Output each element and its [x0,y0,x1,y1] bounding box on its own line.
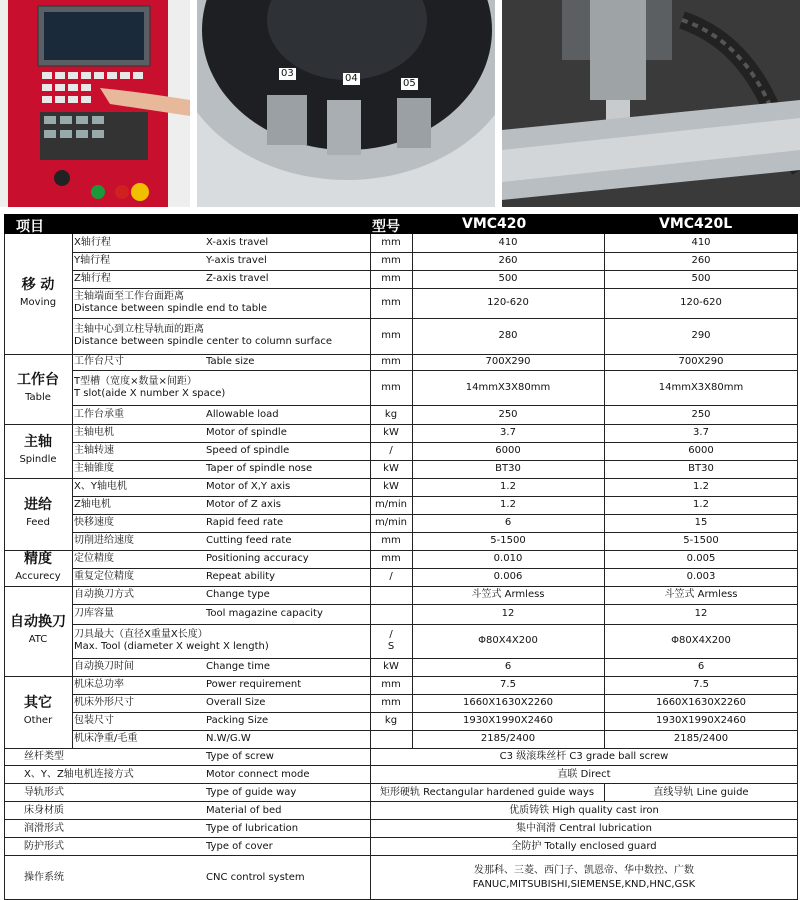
spec-value-shared: C3 级滚珠丝杆 C3 grade ball screw [499,751,669,762]
spec-label-cn: Z轴电机 [74,499,111,510]
spec-label-cn: X轴行程 [74,237,111,248]
spec-label-en: Type of lubrication [206,823,299,834]
spec-label-en: Tool magazine capacity [206,608,323,619]
spec-unit: mm [381,381,401,393]
column-divider [72,234,73,748]
spec-label-cn: 润滑形式 [24,823,64,834]
group-title-en: Moving [19,297,57,308]
spec-label-en: Change time [206,661,271,672]
spec-unit: mm [381,535,401,546]
spec-value-vmc420: 1930X1990X2460 [462,715,554,726]
spec-unit: mm [381,330,401,341]
spec-unit: S [387,641,395,652]
spec-label-cn: 切削进给速度 [74,535,134,546]
spec-value-vmc420l: 410 [691,237,711,248]
spec-label-cn: 丝杆类型 [24,751,64,762]
row-divider [72,624,798,625]
row-divider [72,712,798,713]
spec-table [4,214,798,900]
spec-value-vmc420l: 7.5 [693,679,709,690]
spec-value-vmc420: 5-1500 [490,535,526,546]
row-divider [72,748,798,749]
row-divider [4,837,798,838]
spec-unit: mm [381,297,401,308]
spec-value-vmc420: 14mmX3X80mm [465,381,551,393]
row-divider [72,252,798,253]
spec-label-en: Type of guide way [206,787,297,798]
spec-value-vmc420l: 5-1500 [683,535,719,546]
row-divider [72,532,798,533]
spec-label-en: Overall Size [206,697,266,708]
spec-value-vmc420l: 1930X1990X2460 [655,715,747,726]
header-item: 项目 [16,219,44,235]
spec-label-en: Repeat ability [206,571,276,582]
column-divider [797,234,798,900]
spec-value-shared: 集中润滑 Central lubrication [516,823,652,834]
spec-value-vmc420: 500 [498,273,518,284]
group-title-en: Other [23,715,53,726]
group-title-en: Table [25,392,51,403]
header-model-1: VMC420 [462,216,527,232]
spec-label-cn: 主轴锥度 [74,463,114,474]
tool-number-label: 05 [403,78,416,89]
row-divider [72,586,798,587]
spec-value-shared: 全防护 Totally enclosed guard [511,841,657,852]
row-divider [4,801,798,802]
spec-label-en: CNC control system [206,872,305,883]
spec-label-cn: T型槽（宽度×数量×间距） [74,375,197,387]
group-title-en: Feed [26,517,50,528]
spec-value-vmc420: 700X290 [485,356,531,367]
row-divider [72,658,798,659]
row-divider [72,288,798,289]
column-divider [4,234,5,900]
spec-value-vmc420: 0.006 [493,571,523,582]
spec-label-en: Motor of spindle [206,427,287,438]
spec-label-cn: 导轨形式 [24,787,64,798]
spec-unit: / [389,629,393,640]
row-divider [72,694,798,695]
group-title-cn: 自动换刀 [10,614,66,630]
row-divider [4,819,798,820]
row-divider [72,604,798,605]
group-title-cn: 精度 [24,551,52,567]
spec-label-cn: 操作系统 [24,872,64,883]
group-title-cn: 进给 [24,497,52,513]
spec-label-en: Packing Size [206,715,269,726]
spec-value-vmc420l: 700X290 [678,356,724,367]
row-divider [72,405,798,406]
spec-value-vmc420: 250 [498,408,518,420]
row-divider [72,270,798,271]
spec-value-vmc420l: 12 [694,608,708,619]
spec-value-vmc420l: 290 [691,330,711,341]
spec-value-vmc420: 2185/2400 [480,733,536,744]
spec-label-en: Power requirement [206,679,302,690]
group-title-cn: 主轴 [24,434,52,450]
spec-label-en: Motor connect mode [206,769,310,780]
spec-label-en: N.W/G.W [206,733,251,744]
group-title-en: Accurecy [15,571,61,582]
spec-label-en: Change type [206,589,270,600]
spec-value-vmc420l: 120-620 [680,297,722,308]
spec-label-en: T slot(aide X number X space) [74,387,226,399]
spec-value-vmc420: 260 [498,255,518,266]
spec-value-vmc420l: 斗笠式 Armless [664,589,738,600]
spec-value-vmc420l: 14mmX3X80mm [658,381,744,393]
spec-value-vmc420: BT30 [495,463,521,474]
spec-unit: mm [381,679,401,690]
spec-label-cn: 刀具最大（直径X重量X长度） [74,629,208,640]
spec-unit: kW [383,481,399,492]
spec-label-cn: 重复定位精度 [74,571,134,582]
spec-label-en: Motor of Z axis [206,499,281,510]
spec-value-vmc420: 矩形硬轨 Rectangular hardened guide ways [379,787,595,798]
spec-value-vmc420: Φ80X4X200 [478,635,538,646]
row-divider [4,783,798,784]
spec-label-cn: 机床外形尺寸 [74,697,134,708]
spec-value-vmc420: 6 [504,517,512,528]
spec-value-vmc420l: 15 [694,517,708,528]
spec-value-vmc420l: 6000 [688,445,714,456]
row-divider [72,318,798,319]
row-divider [72,354,798,355]
spec-unit: / [389,571,393,582]
spec-unit: kg [384,408,398,420]
spec-label-cn: 主轴端面至工作台面距离 [74,291,184,302]
row-divider [72,478,798,479]
row-divider [72,730,798,731]
spec-value-vmc420: 1.2 [500,481,516,492]
spec-value-vmc420l: 6 [697,661,705,672]
spec-label-cn: 刀库容量 [74,608,114,619]
spec-value-vmc420: 6000 [495,445,521,456]
tool-magazine-photo [197,0,495,207]
spec-value-vmc420: 120-620 [487,297,529,308]
spec-label-en: Positioning accuracy [206,553,309,564]
spec-label-en: Material of bed [206,805,282,816]
row-divider [72,442,798,443]
spec-unit: mm [381,697,401,708]
spec-label-en: Cutting feed rate [206,535,292,546]
row-divider [72,460,798,461]
column-divider [604,234,605,748]
spec-unit: mm [381,237,401,248]
spec-value-vmc420l: 260 [691,255,711,266]
spec-label-en: Type of cover [206,841,273,852]
spec-value-vmc420l: 1.2 [693,499,709,510]
row-divider [72,550,798,551]
row-divider [72,676,798,677]
spec-value-vmc420l: 3.7 [693,427,709,438]
spec-value-vmc420: 1660X1630X2260 [462,697,554,708]
spec-value-vmc420: 12 [501,608,515,619]
column-divider [604,784,605,802]
spec-label-cn: 机床总功率 [74,679,124,690]
spec-value-vmc420l: 500 [691,273,711,284]
spec-unit: kW [383,427,399,438]
spec-value-shared: 发那科、三菱、西门子、凯恩帝、华中数控、广数 [474,865,694,876]
spec-unit: mm [381,553,401,564]
spec-unit: mm [381,356,401,367]
tool-number-label: 03 [281,68,294,79]
spec-value-vmc420l: 1.2 [693,481,709,492]
spec-value-shared: 直联 Direct [557,769,611,780]
spec-value-vmc420l: BT30 [688,463,714,474]
group-title-cn: 工作台 [17,372,59,388]
spec-value-vmc420l: Φ80X4X200 [671,635,731,646]
spec-label-cn: 机床净重/毛重 [74,733,138,744]
table-header [4,214,798,234]
row-divider [72,424,798,425]
row-divider [72,496,798,497]
spec-value-vmc420l: 2185/2400 [673,733,729,744]
spec-label-cn: 防护形式 [24,841,64,852]
spec-label-en: Z-axis travel [206,273,269,284]
spec-label-cn: X、Y、Z轴电机连接方式 [24,769,134,780]
header-model: 型号 [372,219,400,235]
spec-label-en: Distance between spindle end to table [74,303,268,314]
spec-value-vmc420: 6 [504,661,512,672]
spec-value-vmc420: 0.010 [493,553,523,564]
spec-label-cn: 工作台尺寸 [74,356,124,367]
column-divider [370,234,371,900]
spec-unit: / [389,445,393,456]
spec-value-vmc420: 410 [498,237,518,248]
spec-value-vmc420: 280 [498,330,518,341]
spec-label-en: X-axis travel [206,237,269,248]
spec-label-cn: 主轴电机 [74,427,114,438]
spec-unit: kg [384,715,398,726]
spec-label-en: Table size [206,356,255,367]
group-title-en: ATC [28,634,48,645]
tool-number-label: 04 [345,73,358,84]
row-divider [4,855,798,856]
spec-label-cn: 快移速度 [74,517,114,528]
spec-unit: mm [381,255,401,266]
row-divider [72,514,798,515]
spec-value-vmc420: 1.2 [500,499,516,510]
group-title-cn: 移 动 [21,277,55,293]
spec-value-vmc420: 7.5 [500,679,516,690]
row-divider [72,370,798,371]
spec-label-cn: 主轴转速 [74,445,114,456]
spec-label-en: Taper of spindle nose [206,463,313,474]
spec-value-shared: 优质铸铁 High quality cast iron [509,805,659,816]
spec-value-vmc420: 3.7 [500,427,516,438]
spec-value-vmc420l: 0.005 [686,553,716,564]
spec-value-shared: FANUC,MITSUBISHI,SIEMENSE,KND,HNC,GSK [472,879,696,890]
spec-unit: m/min [375,517,407,528]
spec-label-en: Motor of X,Y axis [206,481,291,492]
spec-value-vmc420l: 0.003 [686,571,716,582]
photo-strip [0,0,800,207]
spec-label-cn: 定位精度 [74,553,114,564]
spec-label-en: Max. Tool (diameter X weight X length) [74,641,269,652]
spec-value-vmc420: 斗笠式 Armless [471,589,545,600]
spec-label-cn: 床身材质 [24,805,64,816]
spec-unit: mm [381,273,401,284]
spec-label-en: Distance between spindle center to column surface [74,336,332,347]
spec-label-en: Y-axis travel [206,255,267,266]
spec-value-vmc420l: 250 [691,408,711,420]
spec-label-cn: 包装尺寸 [74,715,114,726]
header-model-2: VMC420L [659,216,733,232]
spec-label-cn: 主轴中心到立柱导轨面的距离 [74,324,204,335]
spindle-machining-photo [502,0,800,207]
spec-label-cn: Y轴行程 [74,255,111,266]
row-divider [4,765,798,766]
spec-value-vmc420l: 1660X1630X2260 [655,697,747,708]
spec-label-cn: X、Y轴电机 [74,481,127,492]
spec-unit: kW [383,661,399,672]
spec-label-en: Type of screw [206,751,274,762]
spec-label-en: Speed of spindle [206,445,290,456]
spec-unit: kW [383,463,399,474]
spec-label-en: Allowable load [206,408,279,420]
spec-value-vmc420l: 直线导轨 Line guide [653,787,749,798]
spec-unit: m/min [375,499,407,510]
spec-label-cn: 工作台承重 [74,408,124,420]
group-title-en: Spindle [19,454,57,465]
spec-label-en: Rapid feed rate [206,517,284,528]
column-divider [412,234,413,748]
spec-label-cn: Z轴行程 [74,273,111,284]
spec-label-cn: 自动换刀方式 [74,589,134,600]
spec-label-cn: 自动换刀时间 [74,661,134,672]
row-divider [72,568,798,569]
control-panel-photo [0,0,190,207]
group-title-cn: 其它 [24,695,52,711]
